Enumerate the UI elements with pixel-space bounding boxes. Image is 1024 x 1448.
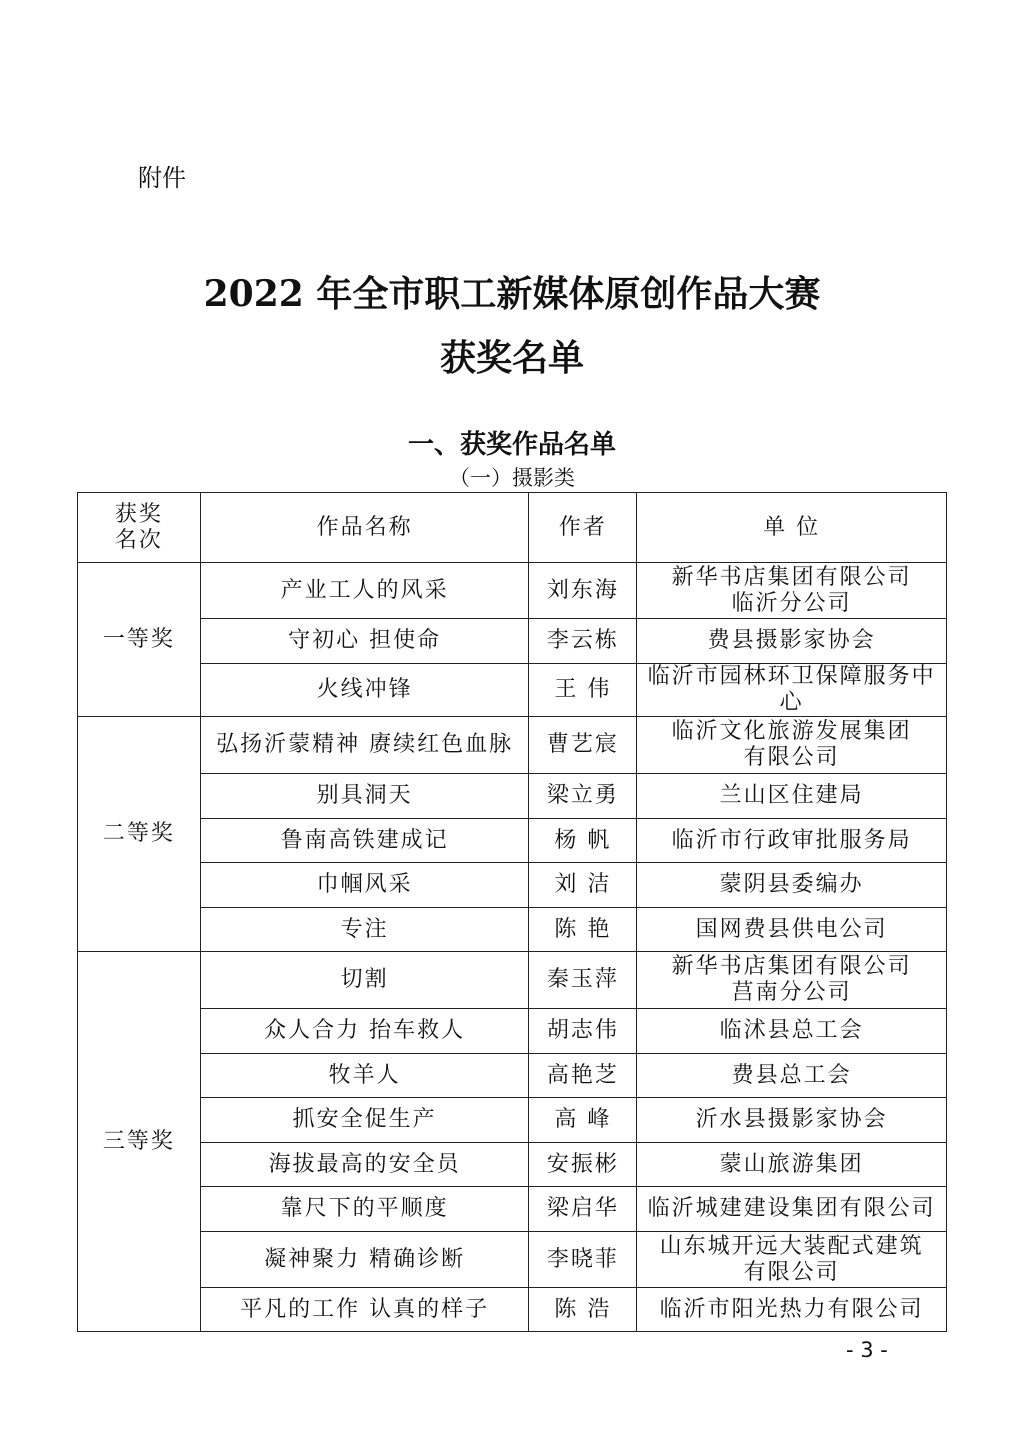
author-cell: 秦玉萍 <box>529 952 637 1009</box>
unit-line: 有限公司 <box>743 1259 840 1285</box>
award-rank-cell: 二等奖 <box>78 717 201 952</box>
table-row <box>78 952 947 1009</box>
header-author: 作者 <box>529 493 637 563</box>
unit-cell: 蒙山旅游集团 <box>637 1143 947 1187</box>
work-title-cell: 平凡的工作 认真的样子 <box>200 1288 529 1332</box>
table-row <box>78 1187 947 1232</box>
table-row <box>78 563 947 619</box>
awards-table-body <box>78 563 947 1332</box>
work-title-cell: 抓安全促生产 <box>200 1098 529 1143</box>
table-row <box>78 1009 947 1054</box>
work-title-cell: 切割 <box>200 952 529 1009</box>
work-title-cell: 海拔最高的安全员 <box>200 1143 529 1187</box>
unit-cell: 临沂市园林环卫保障服务中心 <box>637 664 947 717</box>
work-title-cell: 专注 <box>200 908 529 952</box>
work-title-cell: 巾帼风采 <box>200 863 529 908</box>
author-cell: 刘东海 <box>529 563 637 619</box>
author-cell: 高 峰 <box>529 1098 637 1143</box>
author-cell: 李云栋 <box>529 619 637 664</box>
attachment-label: 附件 <box>138 164 186 192</box>
author-cell: 高艳芝 <box>529 1054 637 1098</box>
header-unit: 单 位 <box>637 493 947 563</box>
unit-cell: 蒙阴县委编办 <box>637 863 947 908</box>
author-cell: 陈 艳 <box>529 908 637 952</box>
unit-cell: 费县摄影家协会 <box>637 619 947 664</box>
document-title-line1: 2022 年全市职工新媒体原创作品大赛 <box>203 273 821 315</box>
table-row <box>78 1143 947 1187</box>
unit-cell: 费县总工会 <box>637 1054 947 1098</box>
author-cell: 曹艺宸 <box>529 717 637 774</box>
table-row <box>78 1054 947 1098</box>
author-cell: 王 伟 <box>529 664 637 717</box>
document-title-line2: 获奖名单 <box>439 337 584 379</box>
table-row <box>78 619 947 664</box>
unit-cell <box>637 717 947 774</box>
author-cell: 梁立勇 <box>529 774 637 819</box>
author-cell: 杨 帆 <box>529 819 637 863</box>
unit-line: 新华书店集团有限公司 <box>671 564 912 590</box>
unit-cell: 兰山区住建局 <box>637 774 947 819</box>
work-title-cell: 牧羊人 <box>200 1054 529 1098</box>
unit-cell: 临沂城建建设集团有限公司 <box>637 1187 947 1232</box>
author-cell: 陈 浩 <box>529 1288 637 1332</box>
work-title-cell: 弘扬沂蒙精神 赓续红色血脉 <box>200 717 529 774</box>
award-rank-cell: 三等奖 <box>78 952 201 1332</box>
unit-line: 莒南分公司 <box>731 980 852 1005</box>
work-title-cell: 众人合力 抬车救人 <box>200 1009 529 1054</box>
table-row <box>78 664 947 717</box>
unit-line: 有限公司 <box>743 745 840 770</box>
table-header-row <box>78 493 947 563</box>
table-row <box>78 717 947 774</box>
award-rank-cell: 一等奖 <box>78 563 201 717</box>
unit-cell <box>637 952 947 1009</box>
table-row <box>78 908 947 952</box>
awards-table <box>77 492 947 1332</box>
header-work: 作品名称 <box>200 493 529 563</box>
work-title-cell: 守初心 担使命 <box>200 619 529 664</box>
work-title-cell: 凝神聚力 精确诊断 <box>200 1232 529 1288</box>
table-row <box>78 774 947 819</box>
section-heading: 一、获奖作品名单 <box>407 430 616 460</box>
work-title-cell: 火线冲锋 <box>200 664 529 717</box>
unit-line: 临沂分公司 <box>731 590 852 616</box>
subsection-heading: （一）摄影类 <box>449 466 575 490</box>
unit-cell: 沂水县摄影家协会 <box>637 1098 947 1143</box>
unit-cell: 临沭县总工会 <box>637 1009 947 1054</box>
unit-cell: 临沂市阳光热力有限公司 <box>637 1288 947 1332</box>
table-row <box>78 1232 947 1288</box>
work-title-cell: 靠尺下的平顺度 <box>200 1187 529 1232</box>
table-row <box>78 863 947 908</box>
author-cell: 梁启华 <box>529 1187 637 1232</box>
table-row <box>78 1288 947 1332</box>
unit-line: 临沂文化旅游发展集团 <box>671 719 912 744</box>
unit-cell <box>637 563 947 619</box>
author-cell: 刘 洁 <box>529 863 637 908</box>
header-rank-line1: 获奖 <box>114 501 163 527</box>
work-title-cell: 产业工人的风采 <box>200 563 529 619</box>
page-number: - 3 - <box>846 1338 888 1362</box>
unit-cell <box>637 1232 947 1288</box>
author-cell: 安振彬 <box>529 1143 637 1187</box>
work-title-cell: 鲁南高铁建成记 <box>200 819 529 863</box>
table-row <box>78 819 947 863</box>
header-rank-line2: 名次 <box>114 527 163 553</box>
author-cell: 胡志伟 <box>529 1009 637 1054</box>
unit-line: 山东城开远大装配式建筑 <box>659 1233 924 1259</box>
unit-line: 新华书店集团有限公司 <box>671 954 912 979</box>
table-row <box>78 1098 947 1143</box>
header-rank <box>78 493 201 563</box>
unit-cell: 国网费县供电公司 <box>637 908 947 952</box>
work-title-cell: 别具洞天 <box>200 774 529 819</box>
author-cell: 李晓菲 <box>529 1232 637 1288</box>
unit-cell: 临沂市行政审批服务局 <box>637 819 947 863</box>
